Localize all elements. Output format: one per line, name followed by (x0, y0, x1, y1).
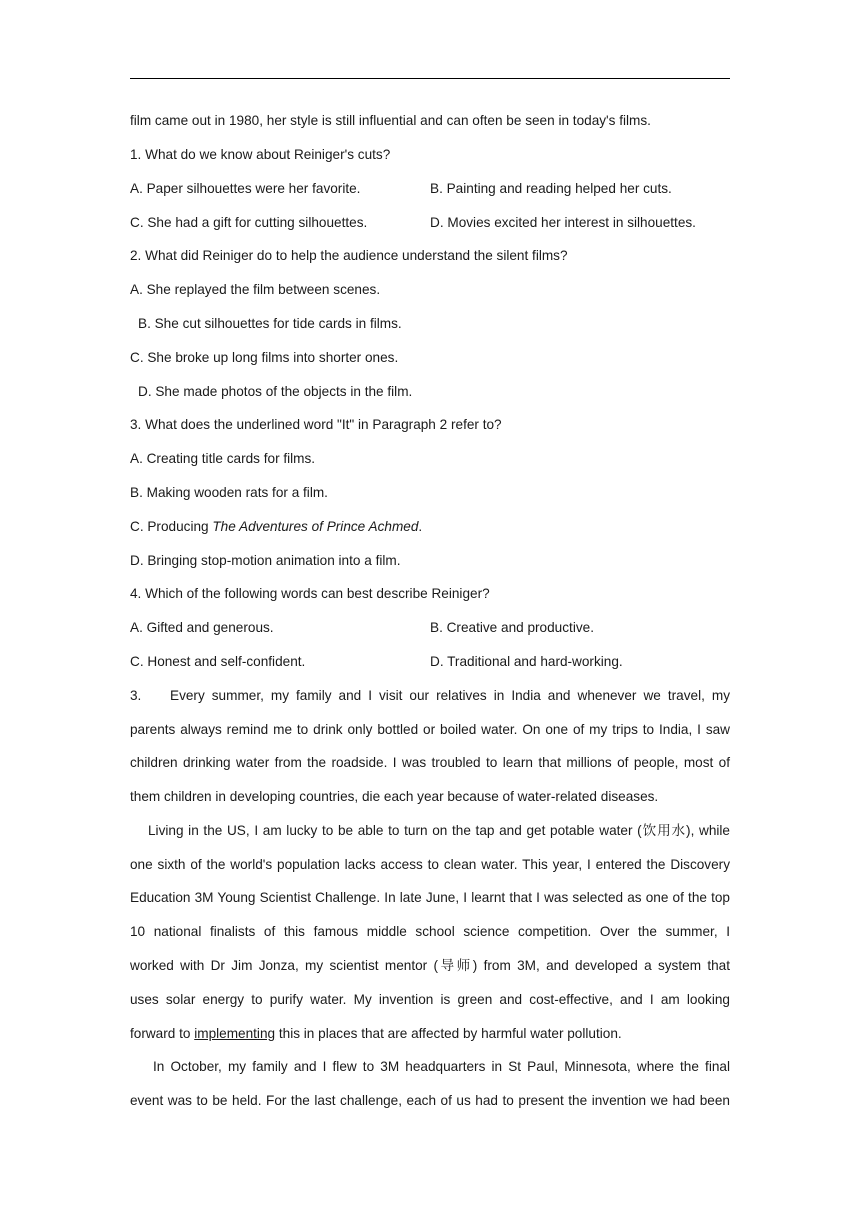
passage3-p3-line-1: In October, my family and I flew to 3M headquarters in St Paul, Minnesota, where the final (153, 1059, 730, 1074)
question-4-option-c: C. Honest and self-confident. (130, 654, 306, 669)
passage3-p2-line-5: worked with Dr Jim Jonza, my scientist mentor (导师) from 3M, and developed a system that (130, 958, 730, 973)
question-2-option-b: B. She cut silhouettes for tide cards in films. (138, 316, 402, 331)
question-4-option-d: D. Traditional and hard-working. (430, 654, 623, 669)
question-3-option-c (130, 517, 730, 537)
underlined-word-implementing: implementing (194, 1026, 276, 1041)
question-3-option-c-end: . (418, 519, 423, 534)
passage3-p3-line-2: event was to be held. For the last challenge, each of us had to present the invention we had been (130, 1093, 730, 1108)
question-4-stem: 4. Which of the following words can best describe Reiniger? (130, 586, 490, 601)
question-4-option-b: B. Creative and productive. (430, 620, 594, 635)
question-3-option-a: A. Creating title cards for films. (130, 451, 316, 466)
passage3-p2-last-pre: forward to (130, 1026, 195, 1041)
question-2-stem: 2. What did Reiniger do to help the audience understand the silent films? (130, 248, 568, 263)
question-1-option-c: C. She had a gift for cutting silhouettes. (130, 215, 368, 230)
question-1-stem: 1. What do we know about Reiniger's cuts? (130, 147, 391, 162)
question-3-option-b: B. Making wooden rats for a film. (130, 485, 328, 500)
question-1-option-b: B. Painting and reading helped her cuts. (430, 181, 672, 196)
question-2-option-c: C. She broke up long films into shorter ones. (130, 350, 399, 365)
passage3-p1-line-3: children drinking water from the roadside. I was troubled to learn that millions of people, most of (130, 755, 730, 770)
passage3-p2-line-4: 10 national finalists of this famous middle school science competition. Over the summer, I (130, 924, 730, 939)
passage3-p2-line-2: one sixth of the world's population lacks access to clean water. This year, I entered the Discovery (130, 857, 730, 872)
passage3-p2-line-7 (130, 1024, 730, 1044)
question-4-option-a: A. Gifted and generous. (130, 620, 274, 635)
header-rule (130, 78, 730, 79)
passage3-line-1 (130, 686, 730, 706)
passage3-p2-line-1: Living in the US, I am lucky to be able to turn on the tap and get potable water (饮用水), while (148, 823, 730, 838)
passage3-p1-line-2: parents always remind me to drink only bottled or boiled water. On one of my trips to India, I saw (130, 722, 730, 737)
passage3-p2-last-post: this in places that are affected by harmful water pollution. (275, 1026, 622, 1041)
question-1-option-d: D. Movies excited her interest in silhouettes. (430, 215, 696, 230)
question-1-option-a: A. Paper silhouettes were her favorite. (130, 181, 361, 196)
question-3-stem: 3. What does the underlined word "It" in Paragraph 2 refer to? (130, 417, 502, 432)
question-3-option-c-prefix: C. Producing (130, 519, 213, 534)
question-3-option-d: D. Bringing stop-motion animation into a film. (130, 553, 401, 568)
film-title-italic: The Adventures of Prince Achmed (212, 519, 419, 534)
question-2-option-a: A. She replayed the film between scenes. (130, 282, 381, 297)
passage-tail-line: film came out in 1980, her style is still influential and can often be seen in today's films. (130, 113, 651, 128)
passage3-p2-line-3: Education 3M Young Scientist Challenge. In late June, I learnt that I was selected as one of the top (130, 890, 730, 905)
passage3-p1-line-4: them children in developing countries, die each year because of water-related diseases. (130, 789, 659, 804)
passage3-p1-text-1: Every summer, my family and I visit our relatives in India and whenever we travel, my (170, 688, 730, 703)
passage-number: 3. (130, 688, 142, 703)
passage3-p2-line-6: uses solar energy to purify water. My invention is green and cost-effective, and I am looking (130, 992, 730, 1007)
question-2-option-d: D. She made photos of the objects in the film. (138, 384, 413, 399)
